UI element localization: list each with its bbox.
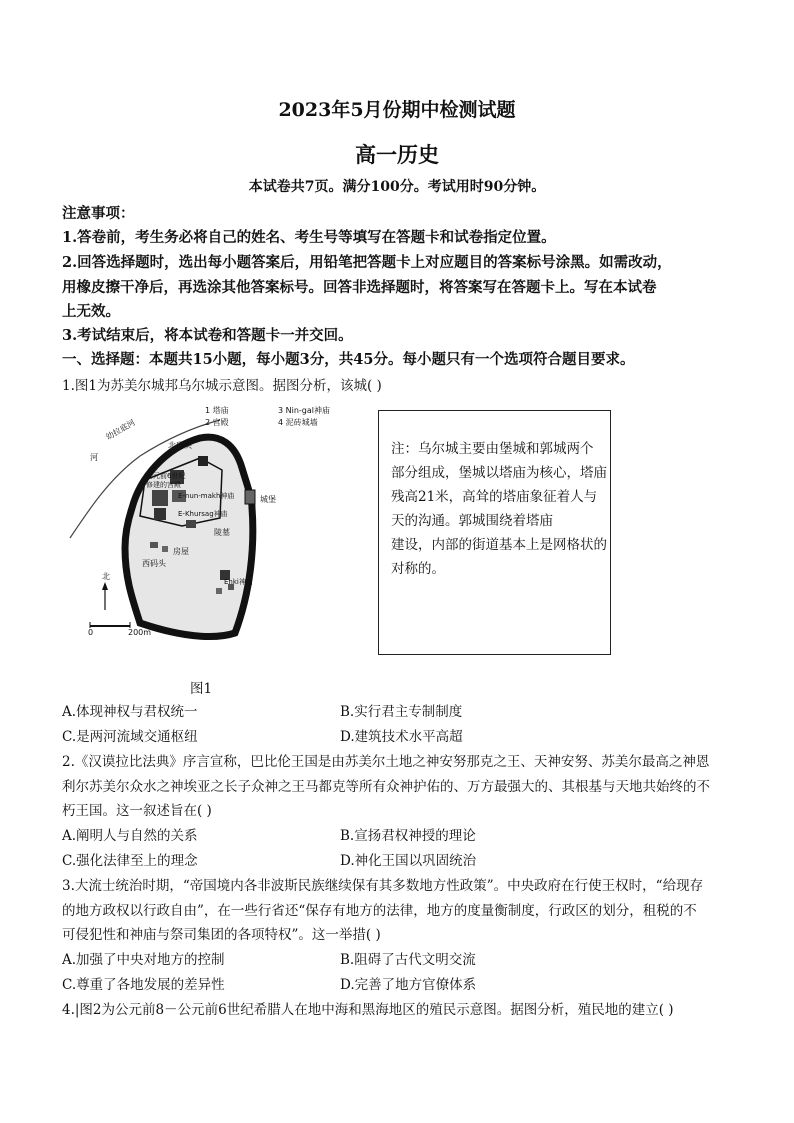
note-text-line: 对称的。 bbox=[391, 561, 445, 577]
enki-label: Enki神庙 bbox=[224, 578, 253, 586]
houses-label: 房屋 bbox=[173, 547, 189, 556]
note-line: 上无效。 bbox=[62, 303, 120, 320]
tomb-label: 陵墓 bbox=[214, 528, 230, 537]
note-line: 2.回答选择题时，选出每小题答案后，用铅笔把答题卡上对应题目的答案标号涂黑。如需改动， bbox=[62, 254, 672, 271]
note-line: 1.答卷前，考生务必将自己的姓名、考生号等填写在答题卡和试卷指定位置。 bbox=[62, 229, 556, 246]
river-label-side: 河 bbox=[90, 453, 98, 462]
q2-stem-line: 2.《汉谟拉比法典》序言宣称，巴比伦王国是由苏美尔土地之神安努那克之王、天神安努、苏美尔最高之神恩 bbox=[62, 754, 710, 770]
palace-label-2: 修建的宫殿 bbox=[146, 481, 181, 489]
q1-option-c[interactable]: C.是两河流域交通枢纽 bbox=[62, 729, 198, 745]
q2-option-d[interactable]: D.神化王国以巩固统治 bbox=[340, 853, 477, 869]
section-heading: 一、选择题：本题共15小题，每小题3分，共45分。每小题只有一个选项符合题目要求。 bbox=[62, 351, 635, 368]
ur-city-map bbox=[70, 398, 330, 643]
scale-label: 200m bbox=[128, 628, 152, 637]
exam-info: 本试卷共7页。满分100分。考试用时90分钟。 bbox=[248, 179, 546, 195]
west-dock-label: 西码头 bbox=[142, 559, 166, 568]
q3-option-a[interactable]: A.加强了中央对地方的控制 bbox=[62, 952, 225, 968]
scale-zero: 0 bbox=[88, 628, 94, 637]
legend-item: 4 泥砖城墙 bbox=[278, 418, 318, 427]
q3-stem-line: 3.大流士统治时期，“帝国境内各非波斯民族继续保有其多数地方性政策”。中央政府在行使王权时，“给现存 bbox=[62, 878, 704, 894]
map-legend bbox=[205, 405, 330, 427]
q4-stem: 4.|图2为公元前8－公元前6世纪希腊人在地中海和黑海地区的殖民示意图。据图分析，殖民地的建立( ) bbox=[62, 1002, 674, 1018]
castle-label: 城堡 bbox=[260, 495, 276, 504]
q2-option-a[interactable]: A.阐明人与自然的关系 bbox=[62, 828, 198, 844]
q1-option-d[interactable]: D.建筑技术水平高超 bbox=[340, 729, 463, 745]
palace-label-1: 公元前6世纪 bbox=[146, 472, 186, 480]
north-dock-label: 北码头 bbox=[168, 441, 192, 450]
note-text-line: 部分组成，堡城以塔庙为核心，塔庙 bbox=[391, 465, 607, 481]
q2-stem-line: 朽王国。这一叙述旨在( ) bbox=[62, 803, 212, 819]
note-line: 3.考试结束后，将本试卷和答题卡一并交回。 bbox=[62, 327, 353, 344]
note-text-line: 天的沟通。郭城围绕着塔庙 bbox=[391, 513, 553, 529]
q1-stem: 1.图1为苏美尔城邦乌尔城示意图。据图分析，该城( ) bbox=[62, 378, 382, 394]
figure-caption: 图1 bbox=[190, 681, 213, 697]
q2-stem-line: 利尔苏美尔众水之神埃亚之长子众神之王马都克等所有众神护佑的、万方最强大的、其根基与天地共始终的不 bbox=[62, 779, 710, 795]
q3-option-d[interactable]: D.完善了地方官僚体系 bbox=[340, 977, 477, 993]
river-label: 幼拉底河 bbox=[104, 417, 137, 442]
exam-title: 2023年5月份期中检测试题 bbox=[278, 99, 516, 121]
note-text-line: 建设，内部的街道基本上是网格状的 bbox=[391, 537, 607, 553]
nin-gal-temple bbox=[154, 508, 166, 520]
q3-stem-line: 的地方政权以行政自由”，在一些行省还“保存有地方的法律，地方的度量衡制度，行政区的划分，租税的不 bbox=[62, 903, 697, 919]
q2-option-c[interactable]: C.强化法律至上的理念 bbox=[62, 853, 198, 869]
q1-note-box bbox=[378, 410, 611, 655]
subject-title: 高一历史 bbox=[355, 142, 439, 167]
tower-block bbox=[198, 456, 208, 466]
north-label: 北 bbox=[102, 572, 110, 581]
note-line: 用橡皮擦干净后，再选涂其他答案标号。回答非选择题时，将答案写在答题卡上。写在本试卷 bbox=[62, 279, 657, 296]
legend-item: 3 Nin-gal神庙 bbox=[278, 406, 330, 415]
legend-item: 2 宫殿 bbox=[205, 418, 229, 427]
note-text-line: 注：乌尔城主要由堡城和郭城两个 bbox=[391, 441, 594, 457]
q3-stem-line: 可侵犯性和神庙与祭司集团的各项特权”。这一举措( ) bbox=[62, 927, 381, 943]
note-text-line: 残高21米，高耸的塔庙象征着人与 bbox=[391, 489, 598, 505]
q3-option-c[interactable]: C.尊重了各地发展的差异性 bbox=[62, 977, 225, 993]
tomb-block bbox=[186, 520, 196, 528]
north-arrowhead bbox=[102, 582, 108, 590]
q3-option-b[interactable]: B.阻碍了古代文明交流 bbox=[340, 952, 476, 968]
q1-option-b[interactable]: B.实行君主专制制度 bbox=[340, 704, 463, 720]
q1-option-a[interactable]: A.体现神权与君权统一 bbox=[62, 704, 198, 720]
enunmakh-label: E-nun-makh神庙 bbox=[178, 492, 235, 500]
palace-block bbox=[152, 490, 168, 506]
house-block bbox=[150, 542, 158, 548]
city-wall bbox=[125, 437, 253, 636]
house-block bbox=[216, 588, 222, 594]
ekhursag-label: E-Khursag神庙 bbox=[178, 510, 228, 518]
castle-block bbox=[245, 490, 255, 504]
legend-item: 1 塔庙 bbox=[205, 406, 229, 415]
house-block bbox=[162, 546, 168, 552]
q2-option-b[interactable]: B.宣扬君权神授的理论 bbox=[340, 828, 476, 844]
notes-heading: 注意事项： bbox=[62, 205, 135, 222]
